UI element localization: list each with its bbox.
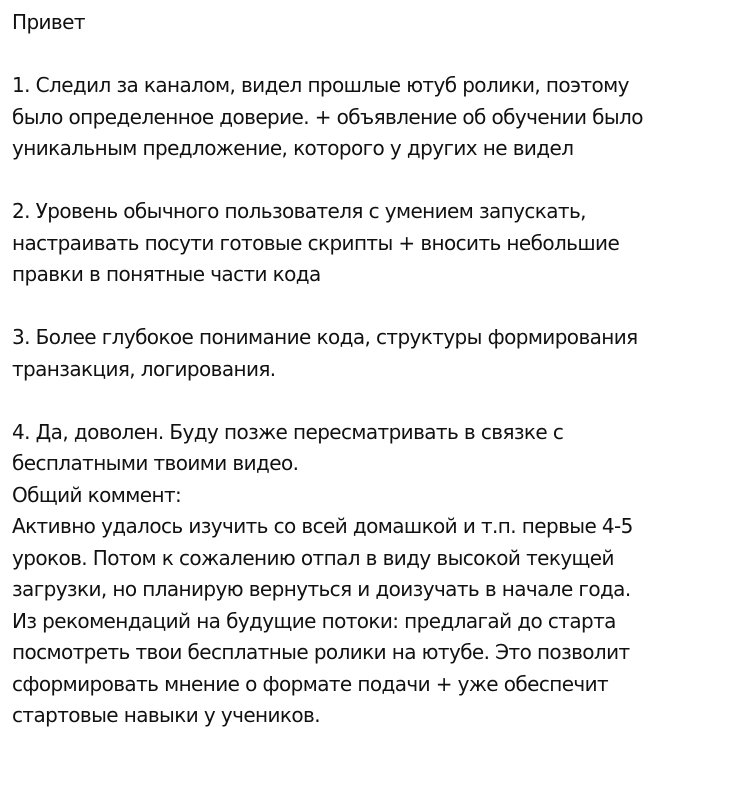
message-text-block xyxy=(12,7,728,732)
answer-1-paragraph: 1. Следил за каналом, видел прошлые ютуб ролики, поэтому было определенное доверие. + объявление об обучении было уникальным предложение, которого у других не видел xyxy=(12,73,643,160)
answer-3-paragraph: 3. Более глубокое понимание кода, структуры формирования транзакция, логирования. xyxy=(12,325,638,381)
answer-2-paragraph: 2. Уровень обычного пользователя с умением запускать, настраивать посути готовые скрипты + вносить небольшие правки в понятные части кода xyxy=(12,199,620,286)
comment-heading: Общий коммент: xyxy=(12,482,182,507)
comment-body: Активно удалось изучить со всей домашкой и т.п. первые 4-5 уроков. Потом к сожалению отпал в виду высокой текущей загрузки, но планирую вернуться и доизучать в начале года. Из рекомендаций на будущие потоки: предлагай до старта посмотреть твои бесплатные ролики на ютубе. Это позволит сформировать мнение о формате подачи + уже обеспечит стартовые навыки у учеников. xyxy=(12,514,633,727)
answer-4-paragraph: 4. Да, доволен. Буду позже пересматривать в связке с бесплатными твоими видео. xyxy=(12,419,564,475)
general-comment xyxy=(12,480,728,732)
greeting-line: Привет xyxy=(12,10,85,34)
